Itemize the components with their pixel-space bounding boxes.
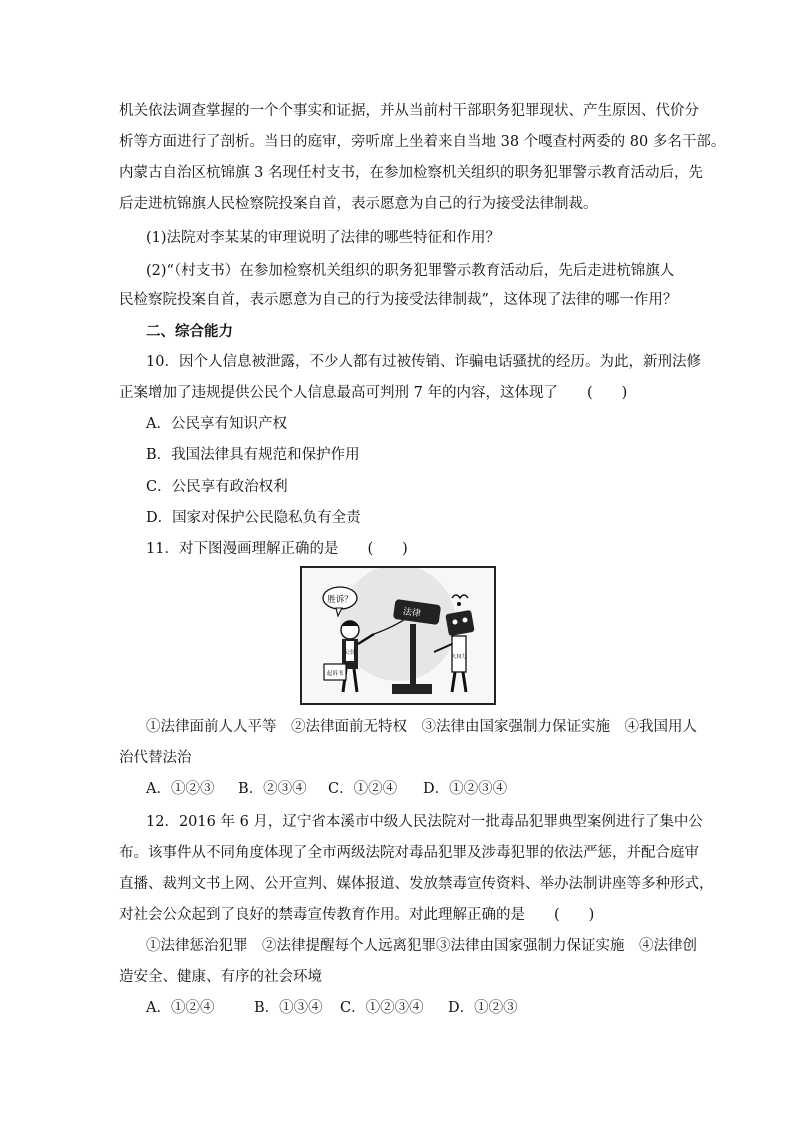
q12-stem-line-3: 直播、裁判文书上网、公开宣判、媒体报道、发放禁毒宣传资料、举办法制讲座等多种形式， xyxy=(119,876,714,892)
q12-option-c: C．①②③④ xyxy=(340,1000,424,1016)
q10-option-c: C．公民享有政治权利 xyxy=(146,479,288,495)
paper-text: 起诉书 xyxy=(326,671,344,677)
q11-option-a: A．①②③ xyxy=(146,781,215,797)
q12-statements-line-2: 造安全、健康、有序的社会环境 xyxy=(119,969,322,985)
cartoon-image xyxy=(300,566,496,705)
q12-statements-line-1: ①法律惩治犯罪 ②法律提醒每个人远离犯罪③法律由国家强制力保证实施 ④法律创 xyxy=(146,938,697,954)
cartoon-illustration xyxy=(302,568,494,703)
hammer-label: 法律 xyxy=(402,607,422,620)
q11-options xyxy=(146,779,507,799)
power-tag: 大权力 xyxy=(451,654,467,660)
q11-option-c: C．①②④ xyxy=(328,781,398,797)
q9-subquestion-2-line-2: 民检察院投案自首，表示愿意为自己的行为接受法律制裁”，这体现了法律的哪一作用？ xyxy=(119,292,678,308)
q11-option-d: D．①②③④ xyxy=(423,781,508,797)
q10-option-a: A．公民享有知识产权 xyxy=(146,416,287,432)
citizen-tag: 公民 xyxy=(343,649,357,656)
q11-statements-line-1: ①法律面前人人平等 ②法律面前无特权 ③法律由国家强制力保证实施 ④我国用人 xyxy=(146,719,697,735)
q12-option-d: D．①②③ xyxy=(448,1000,518,1016)
intro-line-4: 后走进杭锦旗人民检察院投案自首，表示愿意为自己的行为接受法律制裁。 xyxy=(119,196,598,212)
power-figure-head xyxy=(445,610,474,636)
q10-option-d: D．国家对保护公民隐私负有全责 xyxy=(146,510,361,526)
section-heading: 二、综合能力 xyxy=(146,323,233,340)
intro-line-2: 析等方面进行了剖析。当日的庭审，旁听席上坐着来自当地 38 个嘎查村两委的 80 多名干部。 xyxy=(119,134,726,150)
q12-options xyxy=(146,998,518,1018)
q10-stem-line-2: 正案增加了违规提供公民个人信息最高可判刑 7 年的内容，这体现了 ( ) xyxy=(119,385,628,401)
q10-stem-line-1: 10．因个人信息被泄露，不少人都有过被传销、诈骗电话骚扰的经历。为此，新刑法修 xyxy=(146,354,701,370)
q10-option-b: B．我国法律具有规范和保护作用 xyxy=(146,447,360,463)
speech-text: 胜诉？ xyxy=(327,595,353,605)
q12-stem-line-1: 12．2016 年 6 月，辽宁省本溪市中级人民法院对一批毒品犯罪典型案例进行了集中公 xyxy=(146,814,703,830)
q12-stem-line-4: 对社会公众起到了良好的禁毒宣传教育作用。对此理解正确的是 ( ) xyxy=(119,907,595,923)
q12-option-b: B．①③④ xyxy=(254,1000,323,1016)
q12-stem-line-2: 布。该事件从不同角度体现了全市两级法院对毒品犯罪及涉毒犯罪的依法严惩，并配合庭审 xyxy=(119,845,699,861)
q12-option-a: A．①②④ xyxy=(146,1000,215,1016)
q9-subquestion-2-line-1: (2)“（村支书）在参加检察机关组织的职务犯罪警示教育活动后，先后走进杭锦旗人 xyxy=(146,263,675,279)
q11-stem: 11．对下图漫画理解正确的是 ( ) xyxy=(146,541,408,557)
intro-line-3: 内蒙古自治区杭锦旗 3 名现任村支书，在参加检察机关组织的职务犯罪警示教育活动后，先 xyxy=(119,165,703,181)
q11-option-b: B．②③④ xyxy=(238,781,307,797)
q11-statements-line-2: 治代替法治 xyxy=(119,750,192,766)
intro-line-1: 机关依法调查掌握的一个个事实和证据，并从当前村干部职务犯罪现状、产生原因、代价分 xyxy=(119,103,699,119)
q9-subquestion-1: (1)法院对李某某的审理说明了法律的哪些特征和作用？ xyxy=(146,230,501,246)
